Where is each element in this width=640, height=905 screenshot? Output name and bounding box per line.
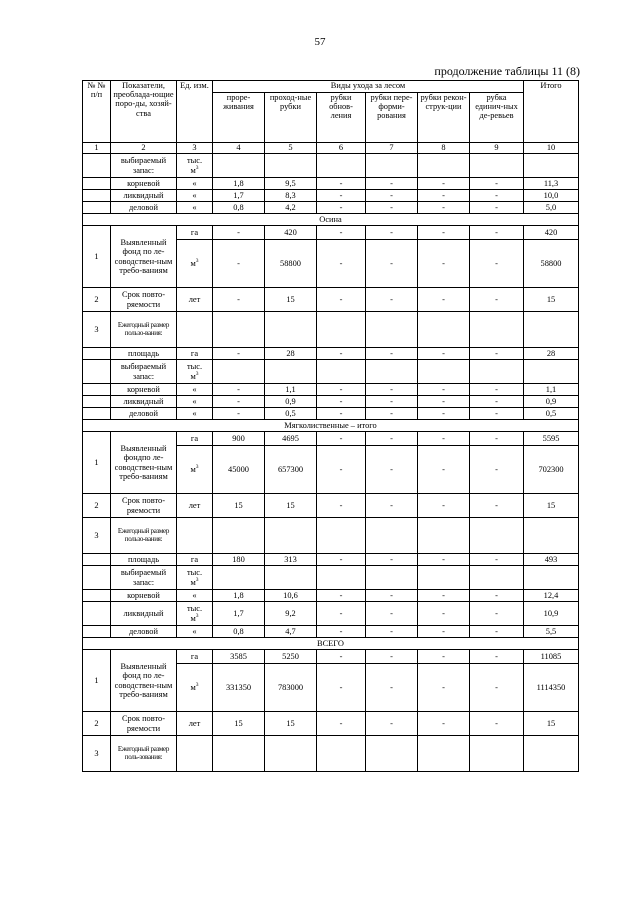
table-row: выбираемый запас: тыс. $м^3$ bbox=[83, 360, 579, 384]
table-row: 3 Ежегодный размер пользо-вания: bbox=[83, 312, 579, 348]
forest-care-table bbox=[82, 80, 579, 772]
header-passage-cutting: проход-ные рубки bbox=[265, 93, 317, 143]
row-label: Срок повто-ряемости bbox=[111, 494, 177, 518]
section-grand-total: ВСЕГО bbox=[83, 638, 579, 650]
table-row: $м^3$ 45000 657300 - - - - 702300 bbox=[83, 446, 579, 494]
col-number: 6 bbox=[317, 143, 366, 154]
row-unit: « bbox=[177, 202, 213, 214]
row-unit: « bbox=[177, 190, 213, 202]
header-renewal-cutting: рубки обнов-ления bbox=[317, 93, 366, 143]
row-label: корневой bbox=[111, 178, 177, 190]
row-label: выбираемый запас: bbox=[111, 360, 177, 384]
row-label: Ежегодный размер пользо-вания: bbox=[111, 312, 177, 348]
row-label: ликвидный bbox=[111, 602, 177, 626]
section-softwood-total: Мягколиственные – итого bbox=[83, 420, 579, 432]
col-number: 1 bbox=[83, 143, 111, 154]
row-label: ликвидный bbox=[111, 396, 177, 408]
row-label: Срок повто-ряемости bbox=[111, 712, 177, 736]
row-label: Ежегодный размер поль-зования: bbox=[111, 736, 177, 772]
table-row: 3 Ежегодный размер поль-зования: bbox=[83, 736, 579, 772]
header-reformation-cutting: рубки пере-форми-рования bbox=[366, 93, 418, 143]
table-row: 1 Выявленный фонд по ле-соводствен-ным требо-ваниям га - 420 - - - - 420 bbox=[83, 226, 579, 240]
table-row: площадь га 180 313 - - - - 493 bbox=[83, 554, 579, 566]
header-num: № № п/п bbox=[83, 81, 111, 143]
page-number: 57 bbox=[314, 36, 326, 48]
col-number: 9 bbox=[470, 143, 524, 154]
section-aspen: Осина bbox=[83, 214, 579, 226]
col-number: 2 bbox=[111, 143, 177, 154]
col-number: 8 bbox=[418, 143, 470, 154]
header-total: Итого bbox=[524, 81, 579, 143]
row-label: деловой bbox=[111, 202, 177, 214]
table-row: деловой « 0,8 4,2 - - - - 5,0 bbox=[83, 202, 579, 214]
header-single-tree-cutting: рубка единич-ных де-ревьев bbox=[470, 93, 524, 143]
table-row: деловой « - 0,5 - - - - 0,5 bbox=[83, 408, 579, 420]
column-number-row bbox=[83, 143, 579, 154]
table-row: 2 Срок повто-ряемости лет 15 15 - - - - 15 bbox=[83, 712, 579, 736]
row-label: корневой bbox=[111, 590, 177, 602]
header-indicators: Показатели, преоблада-ющие поро-ды, хозяй-ства bbox=[111, 81, 177, 143]
row-label: Выявленный фонд по ле-соводствен-ным требо-ваниям bbox=[111, 650, 177, 712]
row-label: Выявленный фондпо ле-соводствен-ным требо-ваниям bbox=[111, 432, 177, 494]
table-row: 2 Срок повто-ряемости лет - 15 - - - - 15 bbox=[83, 288, 579, 312]
table-row: $м^3$ 331350 783000 - - - - 1114350 bbox=[83, 664, 579, 712]
table-row: $м^3$ - 58800 - - - - 58800 bbox=[83, 240, 579, 288]
table-row: 1 Выявленный фонд по ле-соводствен-ным требо-ваниям га 3585 5250 - - - - 11085 bbox=[83, 650, 579, 664]
row-label: Выявленный фонд по ле-соводствен-ным требо-ваниям bbox=[111, 226, 177, 288]
row-unit: « bbox=[177, 178, 213, 190]
table-row: деловой « 0,8 4,7 - - - - 5,5 bbox=[83, 626, 579, 638]
col-number: 4 bbox=[213, 143, 265, 154]
table-row: корневой « - 1,1 - - - - 1,1 bbox=[83, 384, 579, 396]
row-label: деловой bbox=[111, 408, 177, 420]
table-row: корневой « 1,8 10,6 - - - - 12,4 bbox=[83, 590, 579, 602]
table-row: 1 Выявленный фондпо ле-соводствен-ным требо-ваниям га 900 4695 - - - - 5595 bbox=[83, 432, 579, 446]
row-label: деловой bbox=[111, 626, 177, 638]
row-label: площадь bbox=[111, 348, 177, 360]
header-thinning: проре-живания bbox=[213, 93, 265, 143]
table-continuation-label: продолжение таблицы 11 (8) bbox=[434, 64, 580, 78]
row-label: корневой bbox=[111, 384, 177, 396]
row-unit: тыс. $м^3$ bbox=[177, 154, 213, 178]
table-row: выбираемый запас: тыс. $м^3$ bbox=[83, 566, 579, 590]
col-number: 5 bbox=[265, 143, 317, 154]
col-number: 7 bbox=[366, 143, 418, 154]
row-label: ликвидный bbox=[111, 190, 177, 202]
col-number: 10 bbox=[524, 143, 579, 154]
table-row: ликвидный « - 0,9 - - - - 0,9 bbox=[83, 396, 579, 408]
table-row: ликвидный « 1,7 8,3 - - - - 10,0 bbox=[83, 190, 579, 202]
col-number: 3 bbox=[177, 143, 213, 154]
header-care-types: Виды ухода за лесом bbox=[213, 81, 524, 93]
row-label: выбираемый запас: bbox=[111, 154, 177, 178]
header-unit: Ед. изм. bbox=[177, 81, 213, 143]
table-row: ликвидный тыс. $м^3$ 1,7 9,2 - - - - 10,9 bbox=[83, 602, 579, 626]
row-label: Срок повто-ряемости bbox=[111, 288, 177, 312]
row-label: площадь bbox=[111, 554, 177, 566]
table-row: площадь га - 28 - - - - 28 bbox=[83, 348, 579, 360]
row-label: Ежегодный размер пользо-вания: bbox=[111, 518, 177, 554]
row-label: выбираемый запас: bbox=[111, 566, 177, 590]
table-row bbox=[83, 154, 579, 178]
table-row: 3 Ежегодный размер пользо-вания: bbox=[83, 518, 579, 554]
table-row: корневой « 1,8 9,5 - - - - 11,3 bbox=[83, 178, 579, 190]
header-reconstruction-cutting: рубки рекон-струк-ции bbox=[418, 93, 470, 143]
table-row: 2 Срок повто-ряемости лет 15 15 - - - - 15 bbox=[83, 494, 579, 518]
